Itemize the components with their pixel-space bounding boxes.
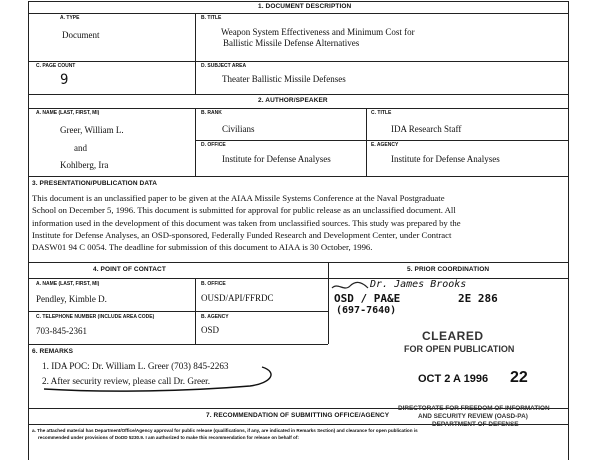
author-title-value: IDA Research Staff [391,124,462,134]
poc-office-label: B. OFFICE [201,281,226,287]
author-and: and [74,143,87,153]
rule-right [568,1,569,460]
section-7-title: 7. RECOMMENDATION OF SUBMITTING OFFICE/AGENCY [206,412,390,419]
rule-s1-divider [195,13,196,94]
stamp-directorate-line-1: DIRECTORATE FOR FREEDOM OF INFORMATION [398,405,550,412]
author-name-label: A. NAME (LAST, FIRST, MI) [36,110,100,116]
rule-s2-header [28,108,568,109]
stamp-cleared: CLEARED [422,329,484,343]
type-label: A. TYPE [60,15,80,21]
author-name-1: Greer, William L. [60,125,124,135]
poc-name-value: Pendley, Kimble D. [36,294,107,304]
coordination-office: OSD / PA&E [334,292,401,305]
rank-label: B. RANK [201,110,222,116]
section-6-title: 6. REMARKS [32,348,74,355]
document-title-line-2: Ballistic Missile Defense Alternatives [223,38,360,48]
stamp-for-open-publication: FOR OPEN PUBLICATION [404,344,515,354]
remark-1: 1. IDA POC: Dr. William L. Greer (703) 845-2263 [42,361,229,371]
rule-s4-top [28,262,568,263]
coordination-scribble [330,280,370,294]
page-count-value: 9 [60,72,69,88]
section-2-title: 2. AUTHOR/SPEAKER [258,97,328,104]
subject-area-value: Theater Ballistic Missile Defenses [222,74,346,84]
stamp-directorate-line-2: AND SECURITY REVIEW (OASD-PA) [418,413,528,420]
stamp-date: OCT 2 A 1996 [418,373,489,385]
rule-top [28,1,568,2]
rule-s6-top [28,344,328,345]
author-title-label: C. TITLE [371,110,392,116]
type-value: Document [62,30,100,40]
title-label: B. TITLE [201,15,222,21]
page-count-label: C. PAGE COUNT [36,63,76,69]
office-label: D. OFFICE [201,142,226,148]
coordination-room: 2E 286 [458,292,498,305]
agency-value: Institute for Defense Analyses [391,154,500,164]
author-name-2: Kohlberg, Ira [60,160,109,170]
coordination-phone: (697-7640) [336,305,397,316]
poc-office-value: OUSD/API/FFRDC [201,293,274,303]
subject-area-label: D. SUBJECT AREA [201,63,247,69]
rule-s5-divider [328,262,329,344]
section-1-title: 1. DOCUMENT DESCRIPTION [258,3,352,10]
recommendation-line-2: recommended under provisions of DoDD 5230.9. I am authorized to make this recommendation for release on behalf of: [38,435,299,440]
rule-s4-mid [28,311,328,312]
poc-phone-label: C. TELEPHONE NUMBER (INCLUDE AREA CODE) [36,314,155,320]
rank-value: Civilians [222,124,255,134]
rule-s2-divider-b [366,108,367,176]
rule-left [28,1,29,460]
recommendation-line-1: a. The attached material has Department/Office/Agency approval for public release (qualifications, if any, are indicated in Remarks Section) and clearance for open publication is [32,428,418,433]
remark-underline-mark [40,360,280,400]
rule-s1-mid [28,61,568,62]
presentation-line-1: This document is an unclassified paper to be given at the AIAA Missile Systems Conference at the Naval Postgraduate [32,193,445,203]
remark-2: 2. After security review, please call Dr. Greer. [42,376,211,386]
poc-agency-label: B. AGENCY [201,314,229,320]
rule-s3-top [28,176,568,177]
presentation-line-3: information used in the development of this document was taken from unclassified sources. This study was prepared by the [32,217,461,228]
section-4-title: 4. POINT OF CONTACT [93,266,166,273]
presentation-line-2: School on December 5, 1996. This document is submitted for approval for public release as an unclassified document. All [32,205,456,216]
rule-s2-divider-a [195,108,196,176]
presentation-line-5: DASW01 94 C 0054. The deadline for submission of this document to AIAA is 30 October, 1996. [32,242,373,253]
rule-s4-header [28,278,568,279]
stamp-number: 22 [510,369,528,386]
presentation-line-4: Institute for Defense Analyses, an OSD-sponsored, Federally Funded Research and Development Center, under Contract [32,229,452,240]
poc-agency-value: OSD [201,325,220,335]
rule-s2-mid [195,140,568,141]
rule-s1-header [28,13,568,14]
rule-s2-top [28,94,568,95]
section-5-title: 5. PRIOR COORDINATION [407,266,490,273]
poc-name-label: A. NAME (LAST, FIRST, MI) [36,281,100,287]
coordination-name: Dr. James Brooks [370,279,467,290]
poc-phone-value: 703-845-2361 [36,326,87,336]
document-title-line-1: Weapon System Effectiveness and Minimum Cost for [221,27,415,37]
office-value: Institute for Defense Analyses [222,154,331,164]
stamp-directorate-line-3: DEPARTMENT OF DEFENSE [432,421,519,428]
presentation-data-text [32,192,566,253]
rule-s4-divider [195,278,196,344]
section-3-title: 3. PRESENTATION/PUBLICATION DATA [32,180,158,187]
agency-label: E. AGENCY [371,142,399,148]
